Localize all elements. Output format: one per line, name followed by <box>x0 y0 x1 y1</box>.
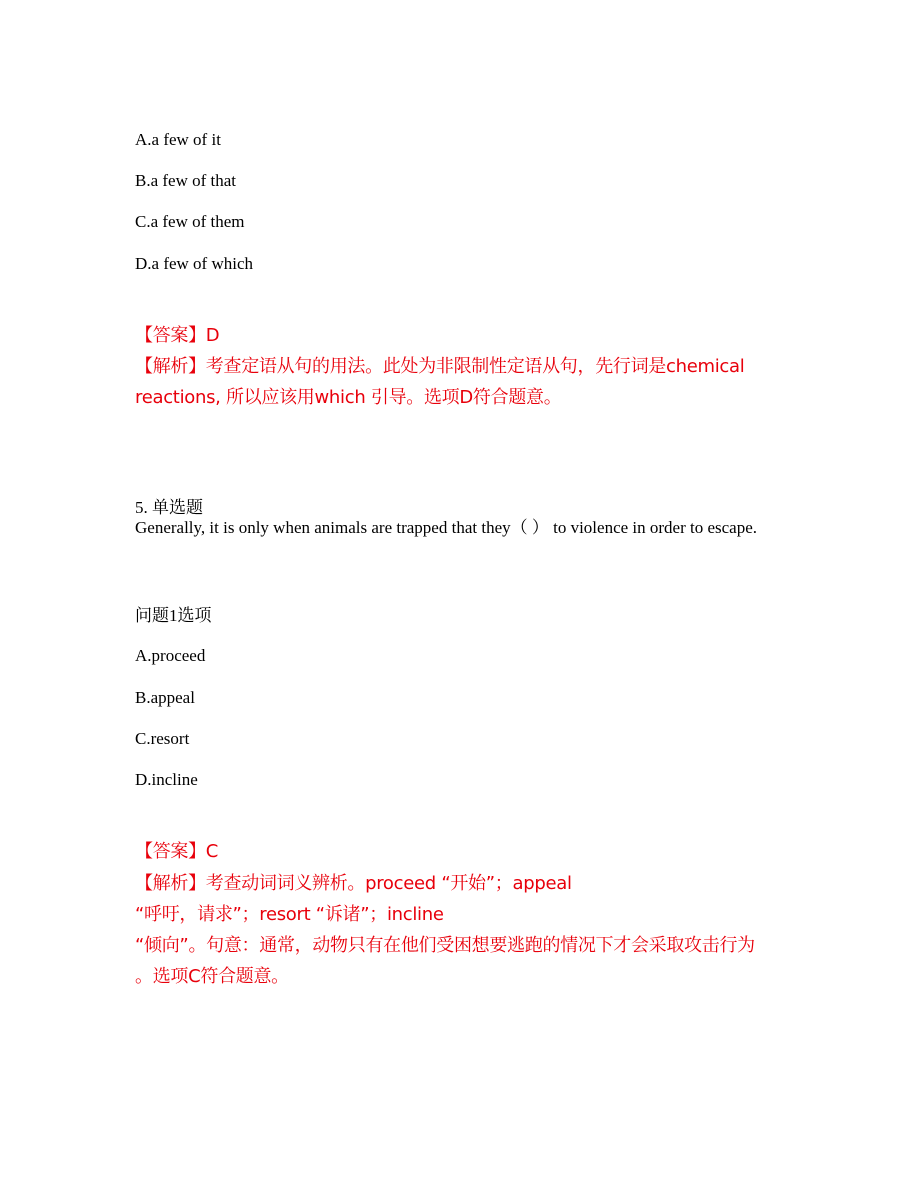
q5-stem: Generally, it is only when animals are trapped that they（ ） to violence in order to escape. <box>135 518 758 537</box>
q5-option-d: D.incline <box>135 770 198 789</box>
q5-analysis-line-4: 。选项C符合题意。 <box>135 966 289 987</box>
q4-analysis-line-1: 【解析】考查定语从句的用法。此处为非限制性定语从句，先行词是chemical <box>135 356 745 377</box>
q5-header: 5. 单选题 <box>135 498 203 517</box>
q5-analysis-line-3: “倾向”。句意：通常，动物只有在他们受困想要逃跑的情况下才会采取攻击行为 <box>135 935 755 956</box>
q4-option-d: D.a few of which <box>135 254 254 273</box>
q5-option-a: A.proceed <box>135 646 206 665</box>
q5-options-label: 问题1选项 <box>135 606 212 625</box>
q4-analysis-line-2: reactions, 所以应该用which 引导。选项D符合题意。 <box>135 387 562 408</box>
q5-analysis-line-2: “呼吁，请求”；resort “诉诸”；incline <box>135 904 444 925</box>
q5-option-c: C.resort <box>135 729 190 748</box>
q5-answer: 【答案】C <box>135 841 219 862</box>
q4-option-b: B.a few of that <box>135 171 237 190</box>
q4-option-c: C.a few of them <box>135 212 245 231</box>
q5-option-b: B.appeal <box>135 688 195 707</box>
q4-option-a: A.a few of it <box>135 130 221 149</box>
q5-analysis-line-1: 【解析】考查动词词义辨析。proceed “开始”；appeal <box>135 873 572 894</box>
q4-answer: 【答案】D <box>135 325 220 346</box>
